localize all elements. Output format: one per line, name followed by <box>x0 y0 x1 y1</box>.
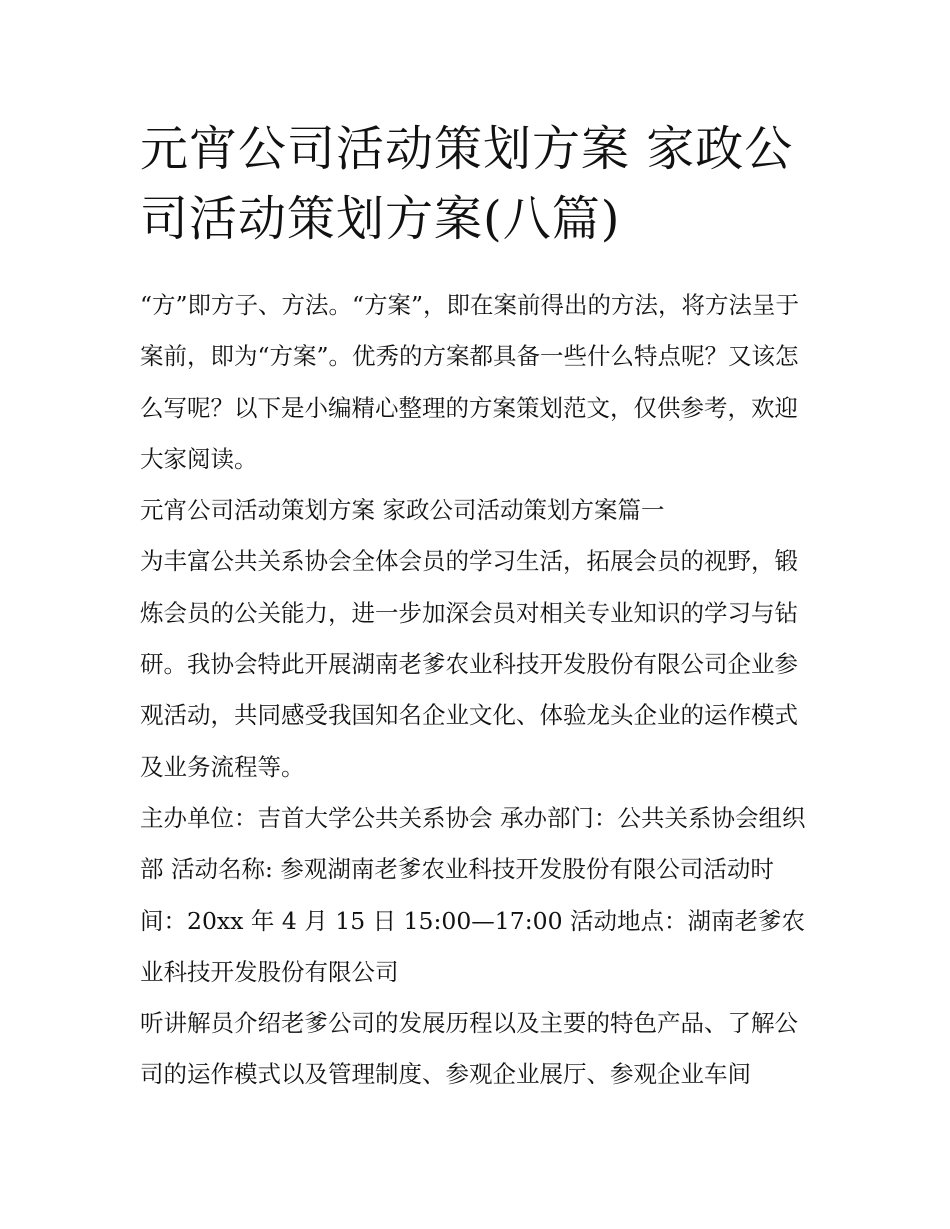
activity-content-paragraph: 听讲解员介绍老爹公司的发展历程以及主要的特色产品、了解公司的运作模式以及管理制度、参观企业展厅、参观企业车间 <box>140 1009 798 1089</box>
purpose-paragraph: 为丰富公共关系协会全体会员的学习生活，拓展会员的视野，锻炼会员的公关能力，进一步加深会员对相关专业知识的学习与钻研。我协会特此开展湖南老爹农业科技开发股份有限公司企业参观活动，共同感受我国知名企业文化、体验龙头企业的运作模式及业务流程等。 <box>140 547 798 781</box>
intro-paragraph: “方”即方子、方法。“方案”，即在案前得出的方法，将方法呈于案前，即为“方案”。优秀的方案都具备一些什么特点呢？又该怎么写呢？以下是小编精心整理的方案策划范文，仅供参考，欢迎大家阅读。 <box>140 291 800 473</box>
document-body <box>140 280 820 1101</box>
section-heading: 元宵公司活动策划方案 家政公司活动策划方案篇一 <box>140 496 665 525</box>
document-title: 元宵公司活动策划方案 家政公司活动策划方案(八篇) <box>140 121 794 247</box>
event-details-paragraph: 主办单位：吉首大学公共关系协会 承办部门：公共关系协会组织部 活动名称: 参观湖南老爹农业科技开发股份有限公司活动时间：20xx 年 4 月 15 日 15:00—17:00 活动地点：湖南老爹农业科技开发股份有限公司 <box>140 803 806 986</box>
